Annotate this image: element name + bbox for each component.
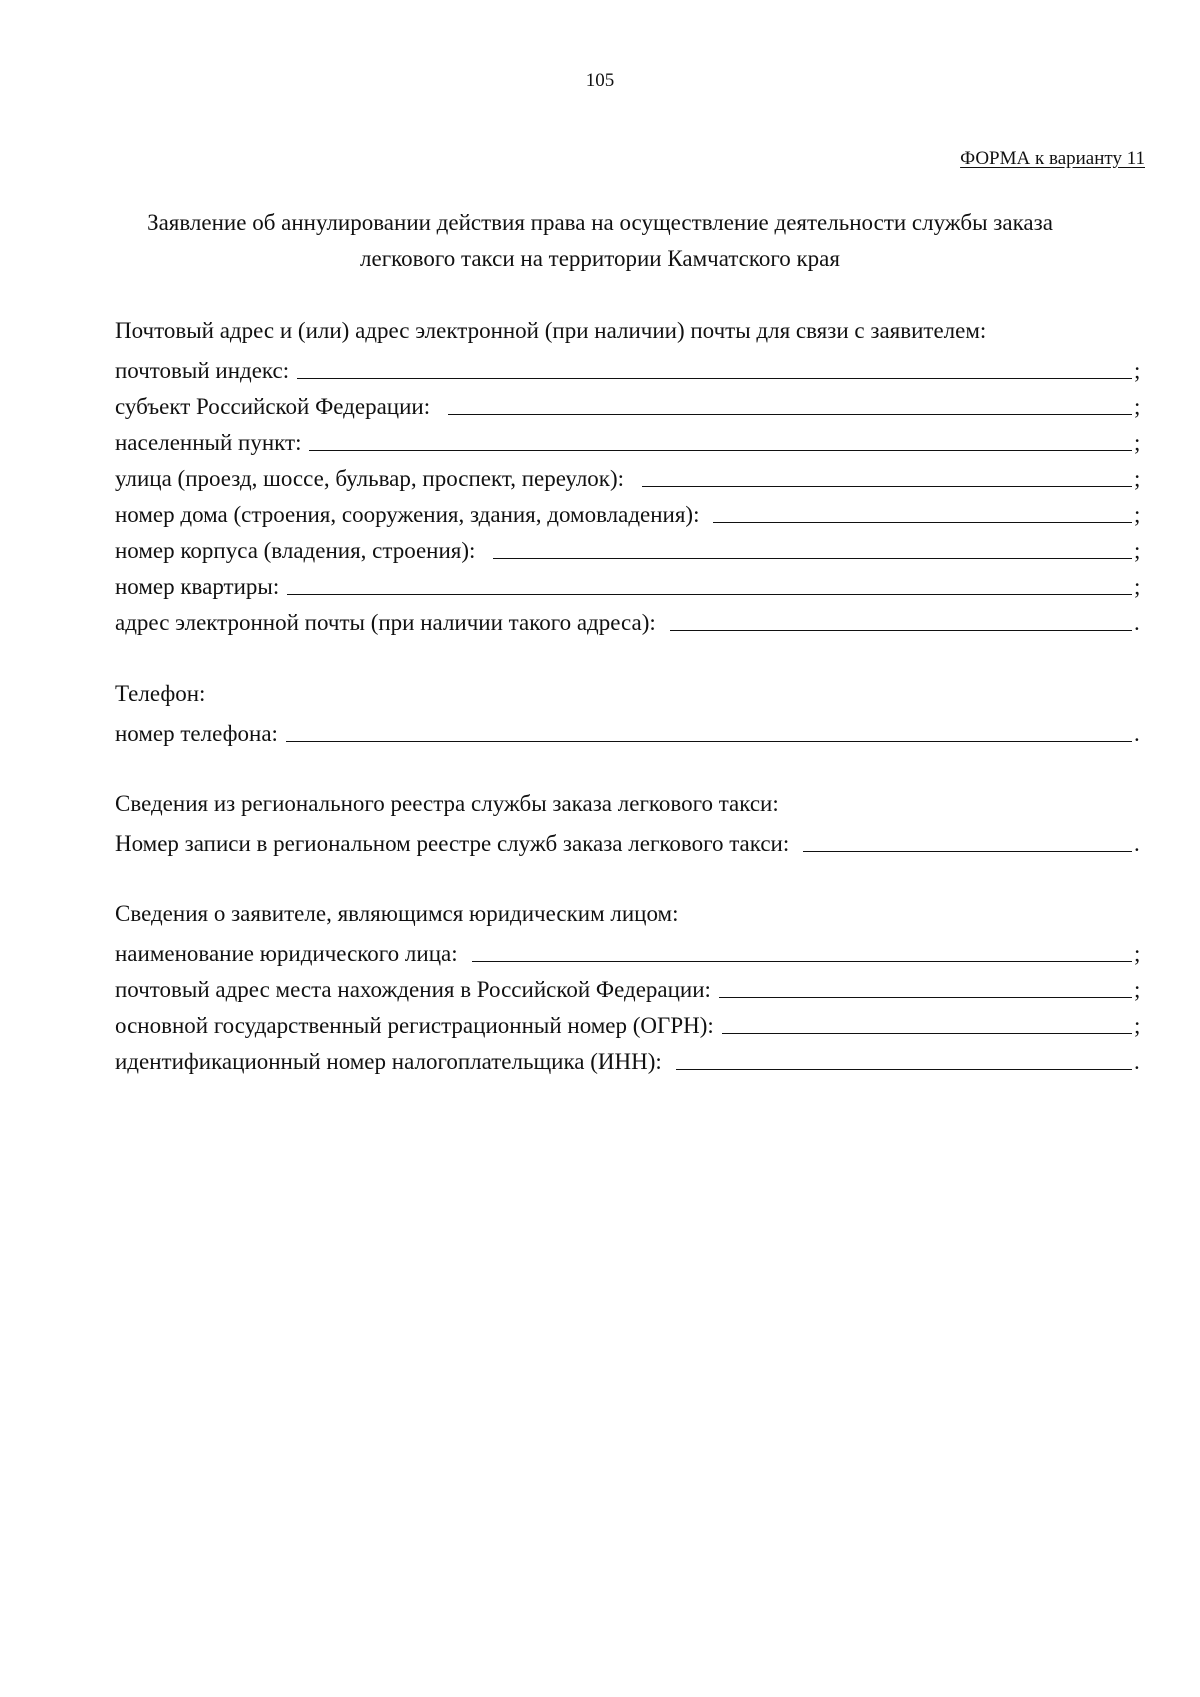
house-number-field <box>115 493 1142 529</box>
street-label: улица (проезд, шоссе, бульвар, проспект, переулок): <box>115 466 625 491</box>
registry-record-input-line[interactable] <box>803 851 1132 852</box>
building-number-input-line[interactable] <box>493 558 1132 559</box>
legal-entity-name-input-line[interactable] <box>472 961 1132 962</box>
applicant-section <box>115 896 1142 1076</box>
building-number-field <box>115 529 1142 565</box>
field-terminator: ; <box>1134 941 1141 966</box>
field-terminator: ; <box>1134 1013 1141 1038</box>
form-reference: ФОРМА к варианту 11 <box>960 148 1145 169</box>
house-number-label: номер дома (строения, сооружения, здания, домовладения): <box>115 502 700 527</box>
apartment-number-label: номер квартиры: <box>115 574 280 599</box>
legal-address-label: почтовый адрес места нахождения в Российской Федерации: <box>115 977 711 1002</box>
field-terminator: . <box>1134 1049 1140 1074</box>
field-terminator: ; <box>1134 538 1141 563</box>
phone-number-input-line[interactable] <box>286 741 1132 742</box>
federal-subject-input-line[interactable] <box>448 414 1132 415</box>
registry-record-label: Номер записи в региональном реестре служб заказа легкового такси: <box>115 831 790 856</box>
ogrn-label: основной государственный регистрационный номер (ОГРН): <box>115 1013 714 1038</box>
page-number: 105 <box>585 70 615 91</box>
field-terminator: . <box>1134 610 1140 635</box>
locality-input-line[interactable] <box>309 450 1132 451</box>
field-terminator: ; <box>1134 394 1141 419</box>
federal-subject-label: субъект Российской Федерации: <box>115 394 431 419</box>
field-terminator: ; <box>1134 502 1141 527</box>
legal-address-input-line[interactable] <box>719 997 1132 998</box>
phone-section <box>115 676 1142 748</box>
street-field <box>115 457 1142 493</box>
street-input-line[interactable] <box>642 486 1132 487</box>
field-terminator: . <box>1134 721 1140 746</box>
address-section <box>115 313 1142 637</box>
legal-entity-name-label: наименование юридического лица: <box>115 941 458 966</box>
legal-address-field <box>115 968 1142 1004</box>
field-terminator: ; <box>1134 574 1141 599</box>
phone-number-field <box>115 712 1142 748</box>
email-input-line[interactable] <box>670 630 1132 631</box>
field-terminator: ; <box>1134 977 1141 1002</box>
phone-number-label: номер телефона: <box>115 721 278 746</box>
ogrn-input-line[interactable] <box>722 1033 1132 1034</box>
legal-entity-name-field <box>115 932 1142 968</box>
phone-section-heading: Телефон: <box>115 681 206 706</box>
postal-code-label: почтовый индекс: <box>115 358 290 383</box>
inn-label: идентификационный номер налогоплательщика (ИНН): <box>115 1049 662 1074</box>
ogrn-field <box>115 1004 1142 1040</box>
field-terminator: . <box>1134 831 1140 856</box>
inn-input-line[interactable] <box>676 1069 1132 1070</box>
house-number-input-line[interactable] <box>713 522 1132 523</box>
federal-subject-field <box>115 385 1142 421</box>
registry-section-heading: Сведения из регионального реестра службы заказа легкового такси: <box>115 791 779 816</box>
registry-record-field <box>115 822 1142 858</box>
building-number-label: номер корпуса (владения, строения): <box>115 538 476 563</box>
email-label: адрес электронной почты (при наличии такого адреса): <box>115 610 656 635</box>
apartment-number-input-line[interactable] <box>287 594 1132 595</box>
applicant-section-heading: Сведения о заявителе, являющимся юридическим лицом: <box>115 901 679 926</box>
locality-label: населенный пункт: <box>115 430 302 455</box>
locality-field <box>115 421 1142 457</box>
document-title-line-1: Заявление об аннулировании действия права на осуществление деятельности службы заказа <box>147 210 1053 235</box>
email-field <box>115 601 1142 637</box>
field-terminator: ; <box>1134 358 1141 383</box>
registry-section <box>115 786 1142 858</box>
address-section-heading: Почтовый адрес и (или) адрес электронной (при наличии) почты для связи с заявителем: <box>115 318 987 343</box>
inn-field <box>115 1040 1142 1076</box>
field-terminator: ; <box>1134 430 1141 455</box>
postal-code-input-line[interactable] <box>297 378 1132 379</box>
postal-code-field <box>115 349 1142 385</box>
apartment-number-field <box>115 565 1142 601</box>
document-title <box>100 205 1100 277</box>
field-terminator: ; <box>1134 466 1141 491</box>
document-title-line-2: легкового такси на территории Камчатского края <box>360 246 840 271</box>
